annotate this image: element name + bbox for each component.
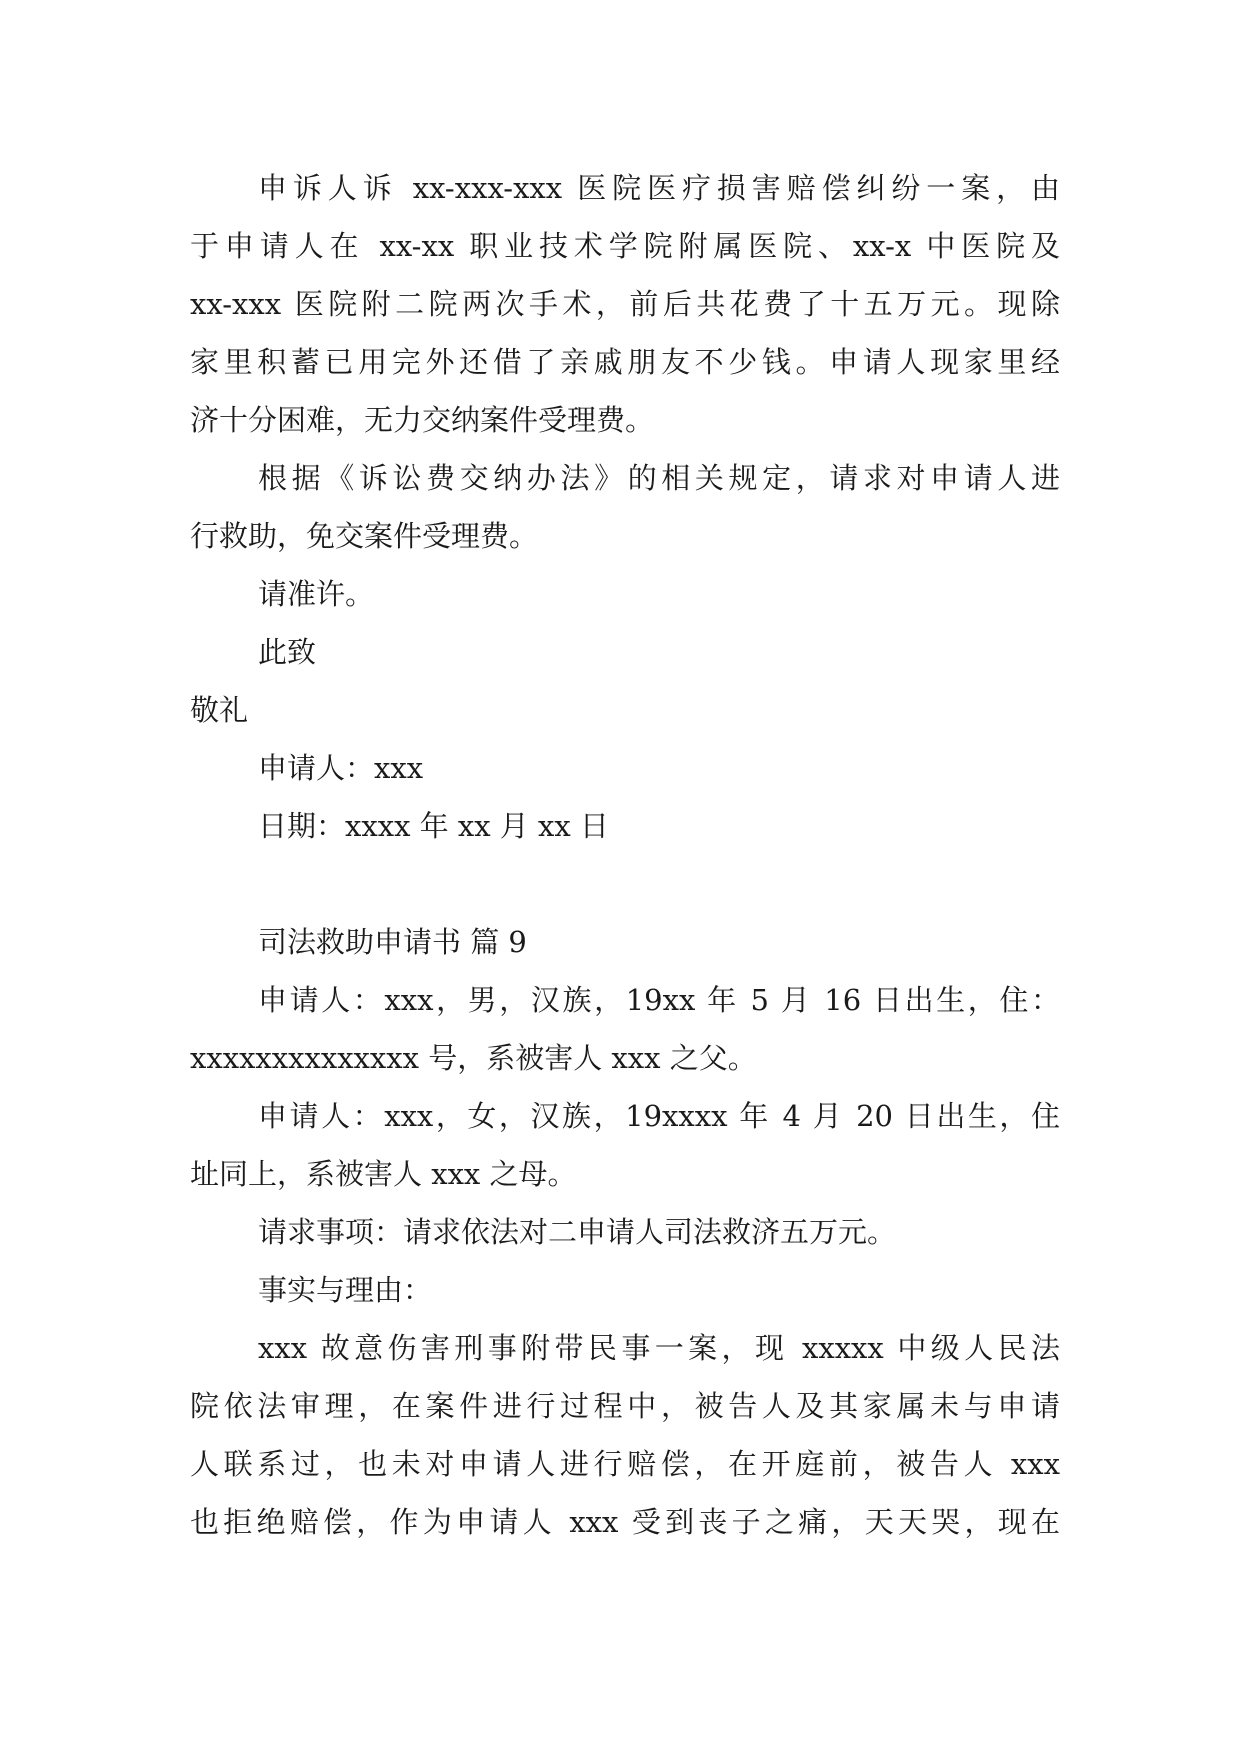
paragraph-line: 申请人：xxx，女，汉族，19xxxx 年 4 月 20 日出生，住 [258, 1099, 1060, 1133]
closing-request: 请准许。 [258, 577, 375, 611]
paragraph-line: 行救助，免交案件受理费。 [190, 519, 539, 553]
facts-heading: 事实与理由： [258, 1273, 433, 1307]
paragraph-line: 址同上，系被害人 xxx 之母。 [190, 1157, 577, 1191]
paragraph-line: 于申请人在 xx-xx 职业技术学院附属医院、xx-x 中医院及 [190, 229, 1060, 263]
section-heading: 司法救助申请书 篇 9 [258, 925, 527, 959]
paragraph-line: xxxxxxxxxxxxxx 号，系被害人 xxx 之父。 [190, 1041, 757, 1075]
paragraph-line: xx-xxx 医院附二院两次手术，前后共花费了十五万元。现除 [190, 287, 1060, 321]
paragraph-line: 院依法审理，在案件进行过程中，被告人及其家属未与申请 [190, 1389, 1060, 1423]
paragraph-line: 济十分困难，无力交纳案件受理费。 [190, 403, 655, 437]
applicant-signature: 申请人：xxx [258, 751, 424, 785]
paragraph-line: 家里积蓄已用完外还借了亲戚朋友不少钱。申请人现家里经 [190, 345, 1060, 379]
date-line: 日期：xxxx 年 xx 月 xx 日 [258, 809, 609, 843]
salutation-regards: 敬礼 [190, 693, 249, 727]
paragraph-line: 人联系过，也未对申请人进行赔偿，在开庭前，被告人 xxx [190, 1447, 1060, 1481]
paragraph-line: 申诉人诉 xx-xxx-xxx 医院医疗损害赔偿纠纷一案，由 [258, 171, 1060, 205]
paragraph-line: xxx 故意伤害刑事附带民事一案，现 xxxxx 中级人民法 [258, 1331, 1060, 1365]
request-item: 请求事项：请求依法对二申请人司法救济五万元。 [258, 1215, 897, 1249]
salutation-to: 此致 [258, 635, 317, 669]
paragraph-line: 也拒绝赔偿，作为申请人 xxx 受到丧子之痛，天天哭，现在 [190, 1505, 1060, 1539]
paragraph-line: 申请人：xxx，男，汉族，19xx 年 5 月 16 日出生，住： [258, 983, 1060, 1017]
paragraph-line: 根据《诉讼费交纳办法》的相关规定，请求对申请人进 [258, 461, 1060, 495]
